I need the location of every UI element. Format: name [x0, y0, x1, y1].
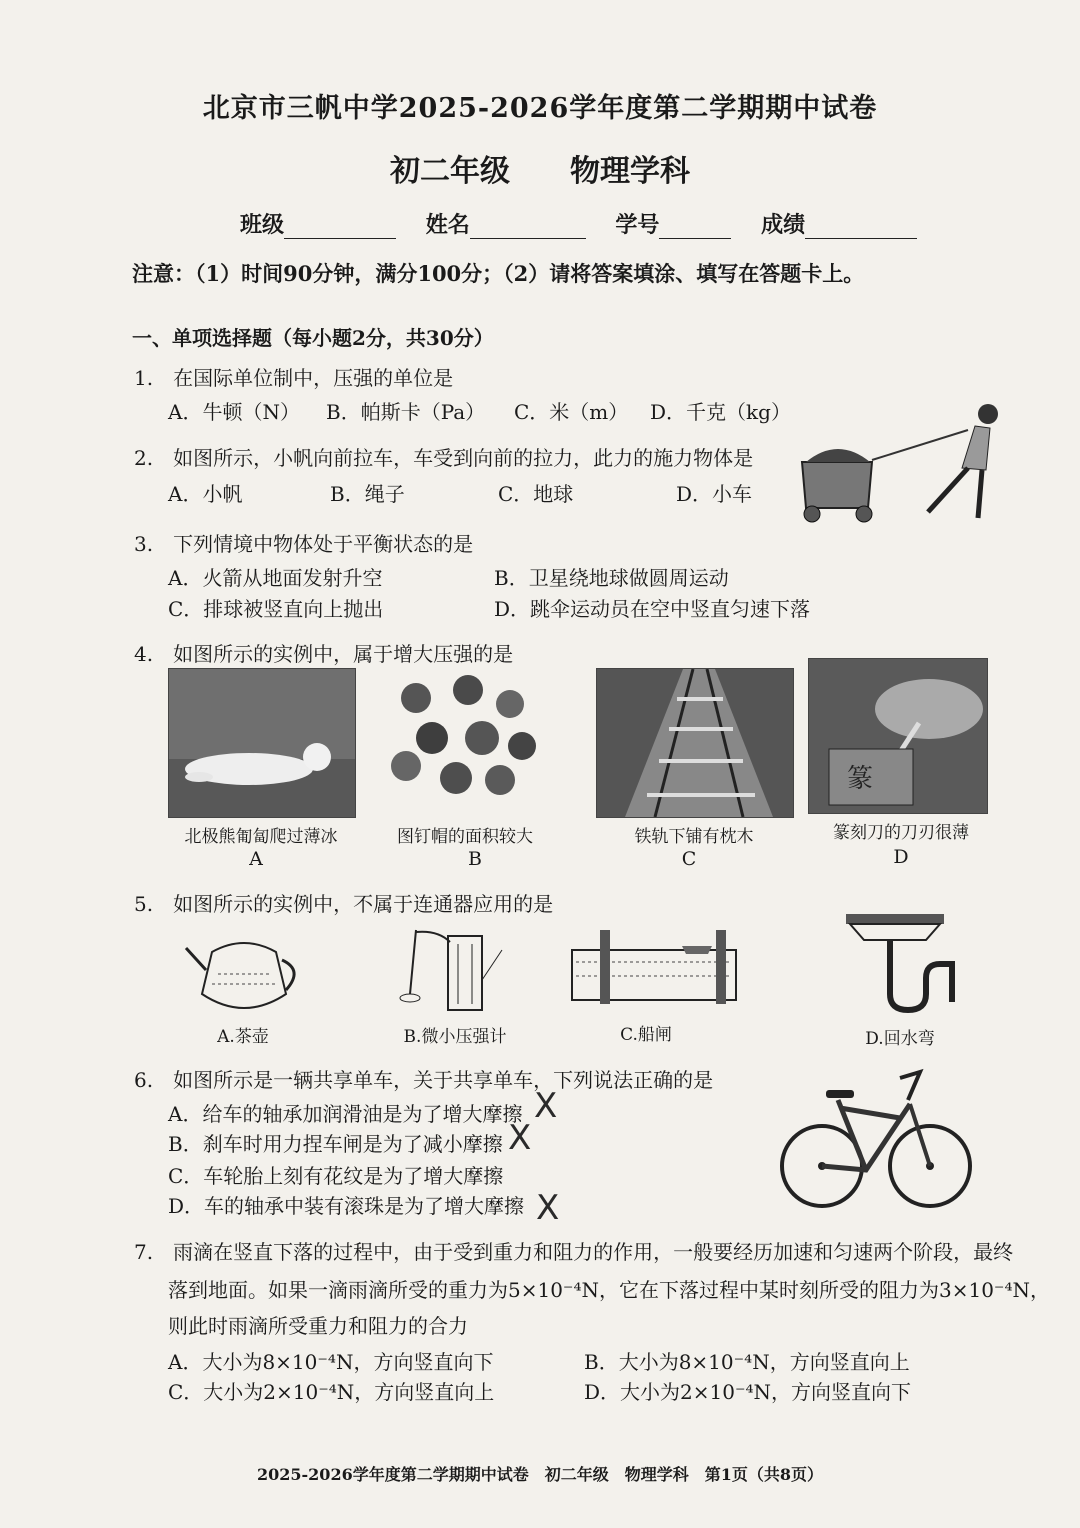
- handwritten-x-mark-a: X: [534, 1086, 558, 1126]
- class-label: 班级: [240, 212, 285, 238]
- name-field[interactable]: [470, 216, 586, 239]
- q1-option-c[interactable]: C．米（m）: [514, 400, 629, 424]
- ship-lock-illustration[interactable]: [566, 918, 742, 1016]
- q4-letter-b[interactable]: B: [468, 848, 482, 870]
- teapot-illustration[interactable]: [182, 930, 304, 1018]
- q5-caption-d[interactable]: D.回水弯: [865, 1029, 935, 1049]
- q1-option-b[interactable]: B．帕斯卡（Pa）: [326, 400, 486, 424]
- q3-option-a[interactable]: A．火箭从地面发射升空: [168, 566, 383, 590]
- question-7-stem-line1: 7. 雨滴在竖直下落的过程中，由于受到重力和阻力的作用，一般要经历加速和匀速两个阶段，最终: [134, 1240, 1014, 1264]
- exam-title: 北京市三帆中学2025-2026学年度第二学期期中试卷: [202, 93, 878, 124]
- q4-caption-b: 图钉帽的面积较大: [397, 827, 533, 847]
- name-label: 姓名: [425, 212, 470, 238]
- boy-pulling-cart-illustration: [790, 400, 1010, 530]
- pressure-gauge-illustration[interactable]: [398, 920, 510, 1016]
- exam-subtitle: [0, 146, 1080, 190]
- q4-letter-a[interactable]: A: [249, 848, 263, 870]
- q4-caption-c: 铁轨下铺有枕木: [634, 827, 754, 847]
- q2-option-c[interactable]: C．地球: [498, 482, 574, 506]
- carving-knife-photo[interactable]: [808, 658, 988, 814]
- section-title: 一、单项选择题（每小题2分，共30分）: [132, 326, 494, 350]
- railway-track-photo[interactable]: [596, 668, 794, 818]
- q3-option-d[interactable]: D．跳伞运动员在空中竖直匀速下落: [494, 597, 811, 621]
- grade-label: 初二年级: [390, 154, 510, 189]
- page-footer: 2025-2026学年度第二学期期中试卷 初二年级 物理学科 第1页（共8页）: [257, 1465, 823, 1484]
- q1-option-d[interactable]: D．千克（kg）: [650, 400, 791, 424]
- q7-option-b[interactable]: B．大小为8×10⁻⁴N，方向竖直向上: [584, 1350, 910, 1374]
- score-label: 成绩: [761, 212, 806, 238]
- q4-caption-a: 北极熊匍匐爬过薄冰: [184, 827, 338, 847]
- student-id-field[interactable]: [659, 216, 731, 239]
- q6-option-c[interactable]: C．车轮胎上刻有花纹是为了增大摩擦: [168, 1164, 504, 1188]
- handwritten-x-mark-b: X: [508, 1118, 532, 1158]
- q6-option-b[interactable]: B．刹车时用力捏车闸是为了减小摩擦: [168, 1132, 503, 1156]
- question-6-stem: 6. 如图所示是一辆共享单车，关于共享单车，下列说法正确的是: [134, 1068, 714, 1092]
- question-1-stem: 1. 在国际单位制中，压强的单位是: [134, 366, 454, 390]
- q4-letter-c[interactable]: C: [681, 848, 697, 870]
- q2-option-b[interactable]: B．绳子: [330, 482, 405, 506]
- q2-option-d[interactable]: D．小车: [676, 482, 753, 506]
- shared-bicycle-illustration: [774, 1060, 974, 1208]
- q7-option-c[interactable]: C．大小为2×10⁻⁴N，方向竖直向上: [168, 1380, 495, 1404]
- student-info-fields: [240, 208, 939, 239]
- handwritten-x-mark-d: X: [536, 1188, 560, 1228]
- q3-option-b[interactable]: B．卫星绕地球做圆周运动: [494, 566, 729, 590]
- svg-text:篆: 篆: [847, 764, 874, 794]
- question-2-stem: 2. 如图所示，小帆向前拉车，车受到向前的拉力，此力的施力物体是: [134, 446, 754, 470]
- q1-option-a[interactable]: A．牛顿（N）: [168, 400, 300, 424]
- drain-trap-illustration[interactable]: [842, 910, 960, 1018]
- q6-option-d[interactable]: D．车的轴承中装有滚珠是为了增大摩擦: [168, 1194, 525, 1218]
- question-3-stem: 3. 下列情境中物体处于平衡状态的是: [134, 532, 474, 556]
- subject-label: 物理学科: [570, 154, 690, 189]
- q4-caption-d: 篆刻刀的刀刃很薄: [833, 823, 969, 843]
- q3-option-c[interactable]: C．排球被竖直向上抛出: [168, 597, 384, 621]
- q7-option-d[interactable]: D．大小为2×10⁻⁴N，方向竖直向下: [584, 1380, 912, 1404]
- q5-caption-b[interactable]: B.微小压强计: [403, 1027, 507, 1047]
- score-field[interactable]: [805, 216, 917, 239]
- student-id-label: 学号: [615, 212, 660, 238]
- q7-option-a[interactable]: A．大小为8×10⁻⁴N，方向竖直向下: [168, 1350, 494, 1374]
- notice-text: 注意：（1）时间90分钟，满分100分；（2）请将答案填涂、填写在答题卡上。: [132, 261, 865, 286]
- thumbtacks-photo[interactable]: [372, 668, 558, 816]
- q4-letter-d[interactable]: D: [893, 846, 909, 868]
- question-5-stem: 5. 如图所示的实例中，不属于连通器应用的是: [134, 892, 554, 916]
- q6-option-a[interactable]: A．给车的轴承加润滑油是为了增大摩擦: [168, 1102, 523, 1126]
- question-4-stem: 4. 如图所示的实例中，属于增大压强的是: [134, 642, 514, 666]
- class-field[interactable]: [284, 216, 396, 239]
- polar-bear-photo[interactable]: [168, 668, 356, 818]
- q2-option-a[interactable]: A．小帆: [168, 482, 243, 506]
- q5-caption-c[interactable]: C.船闸: [620, 1025, 672, 1045]
- question-7-stem-line3: 则此时雨滴所受重力和阻力的合力: [168, 1314, 468, 1338]
- question-7-stem-line2: 落到地面。如果一滴雨滴所受的重力为5×10⁻⁴N，它在下落过程中某时刻所受的阻力为3×10⁻⁴N，: [168, 1278, 1051, 1302]
- q5-caption-a[interactable]: A.茶壶: [217, 1027, 269, 1047]
